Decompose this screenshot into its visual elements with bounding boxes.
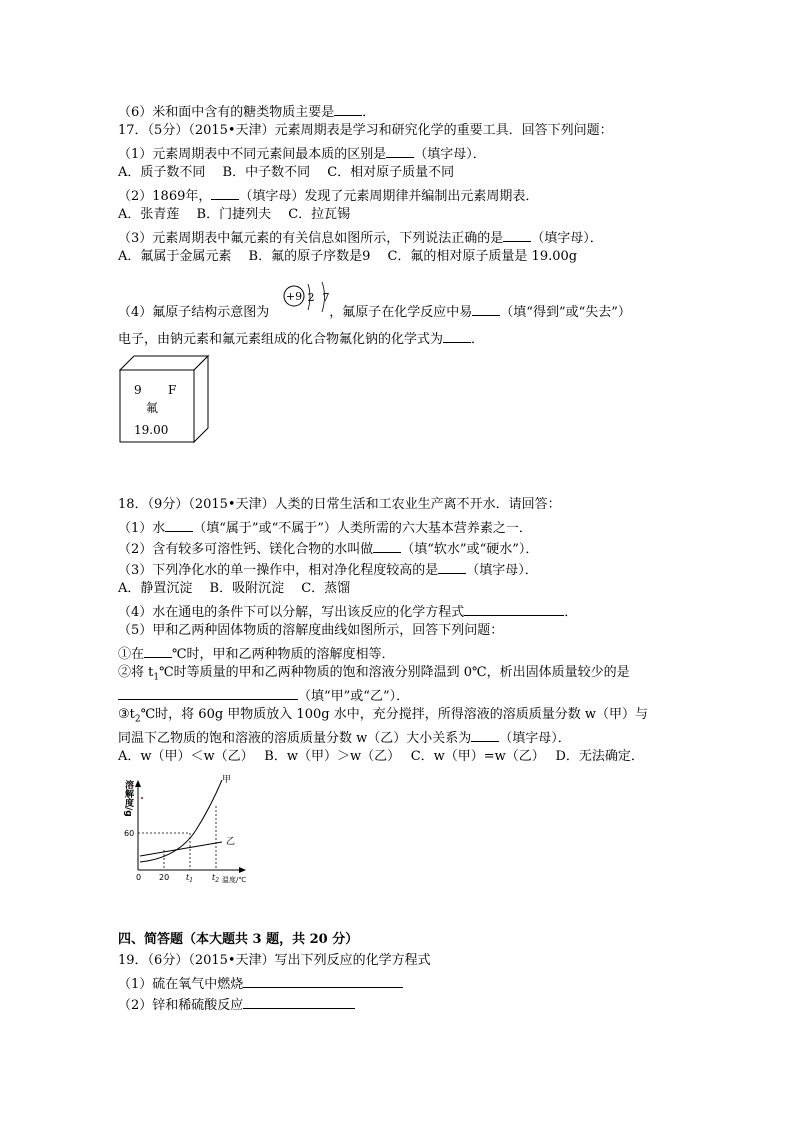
q18-sub5: （5）甲和乙两种固体物质的溶解度曲线如图所示，回答下列问题： [118,623,504,638]
curve-jia-label: 甲 [222,775,232,785]
answer-blank[interactable] [464,602,564,616]
solubility-curve-graph [118,770,248,888]
fluorine-atom-structure-diagram [282,282,340,326]
card-top [120,356,208,370]
answer-blank[interactable] [373,539,401,553]
shell-electrons-1: 2 [307,291,315,304]
q18-sub3-options: A．静置沉淀 B．吸附沉淀 C．蒸馏 [118,581,351,596]
card-side [194,356,208,442]
fluorine-element-card [118,354,210,444]
atomic-number: 9 [134,383,142,397]
q18-sub1: （1）水 （填“属于”或“不属于”）人类所需的六大基本营养素之一． [118,518,532,537]
element-symbol: F [168,383,177,397]
q17-sub3: （3）元素周期表中氟元素的有关信息如图所示，下列说法正确的是 （填字母）． [118,228,603,247]
y-axis-arrow [135,780,141,787]
answer-blank[interactable] [144,644,172,658]
q17-sub1: （1）元素周期表中不同元素间最本质的区别是 （填字母）． [118,144,486,163]
curve-yi [140,842,222,856]
q18-sub5-item3: $③t_2℃$时，将 60g 甲物质放入 100g 水中，充分搅拌，所得溶液的溶质质量分数 w（甲）与 [118,707,648,725]
q17-sub2-options: A．张青莲 B．门捷列夫 C．拉瓦锡 [118,207,351,222]
q19-sub1: （1）硫在氧气中燃烧 [118,974,403,993]
shell-electrons-2: 7 [322,291,330,304]
curve-jia [140,780,222,862]
q18-sub5-item2-cont: （填“甲”或“乙”）． [118,686,409,705]
q18-heading: 18．（9分）（2015•天津）人类的日常生活和工农业生产离不开水．请回答： [118,497,561,512]
x-axis-arrow [239,867,246,873]
q17-sub1-options: A．质子数不同 B．中子数不同 C．相对原子质量不同 [118,165,455,180]
answer-blank[interactable] [243,974,403,988]
answer-blank[interactable] [165,518,193,532]
atomic-mass: 19.00 [134,423,169,437]
q17-sub3-options: A．氟属于金属元素 B．氟的原子序数是9 C．氟的相对原子质量是 19.00g [118,249,578,264]
q18-sub3: （3）下列净化水的单一操作中，相对净化程度较高的是 （填字母）． [118,560,538,579]
answer-blank[interactable] [334,102,362,116]
answer-blank[interactable] [211,186,239,200]
q18-sub2: （2）含有较多可溶性钙、镁化合物的水叫做 （填“软水”或“硬水”）． [118,539,538,558]
q17-sub2: （2）1869年， （填字母）发现了元素周期律并编制出元素周期表． [118,186,538,205]
answer-blank[interactable] [243,995,355,1009]
element-name: 氟 [146,401,159,415]
q18-sub5-item3-cont: 同温下乙物质的饱和溶液的溶质质量分数 w（乙）大小关系为 （填字母）． [118,728,571,747]
answer-blank[interactable] [386,144,414,158]
q19-heading: 19．（6分）（2015•天津）写出下列反应的化学方程式 [118,953,431,968]
marker-dot [141,797,143,799]
q18-sub5-item1: ①在 ℃时，甲和乙两种物质的溶解度相等． [118,644,395,663]
y-tick-60: 60 [124,829,135,838]
q19-sub2: （2）锌和稀硫酸反应 [118,995,355,1014]
answer-blank[interactable] [503,228,531,242]
q18-sub5-item3-options: A．w（甲）＜w（乙） B．w（甲）＞w（乙） C．w（甲）=w（乙） D．无法确定． [118,749,644,764]
answer-blank[interactable] [443,329,471,343]
graph-y-label: 溶解度/g [123,780,133,817]
x-tick-t2: $t_2$ [212,873,220,884]
graph-x-label: 温度/℃ [222,876,247,884]
q18-sub5-item2: ②将 $t_1℃$时等质量的甲和乙两种物质的饱和溶液分别降温到 0℃，析出固体质量较少的是 [118,665,630,683]
q18-sub4: （4）水在通电的条件下可以分解，写出该反应的化学方程式 ． [118,602,577,621]
x-tick-t1: $t_1$ [186,873,194,884]
answer-blank[interactable] [118,686,298,700]
x-tick-0: 0 [136,873,142,882]
q17-sub4-cont: 电子，由钠元素和氟元素组成的化合物氟化钠的化学式为 ． [118,329,484,348]
answer-blank[interactable] [438,560,466,574]
curve-yi-label: 乙 [226,837,236,847]
q16-line6: （6）米和面中含有的糖类物质主要是 ． [118,102,375,121]
x-tick-20: 20 [159,873,170,882]
nucleus-charge: +9 [285,290,303,303]
section-4-title: 四、简答题（本大题共 3 题，共 20 分） [118,932,359,947]
q17-heading: 17．（5分）（2015•天津）元素周期表是学习和研究化学的重要工具．回答下列问题： [118,123,613,138]
q17-sub4: （4）氟原子结构示意图为 ，氟原子在化学反应中易 （填“得到”或“失去”） [118,302,631,321]
answer-blank[interactable] [472,302,500,316]
answer-blank[interactable] [471,728,499,742]
